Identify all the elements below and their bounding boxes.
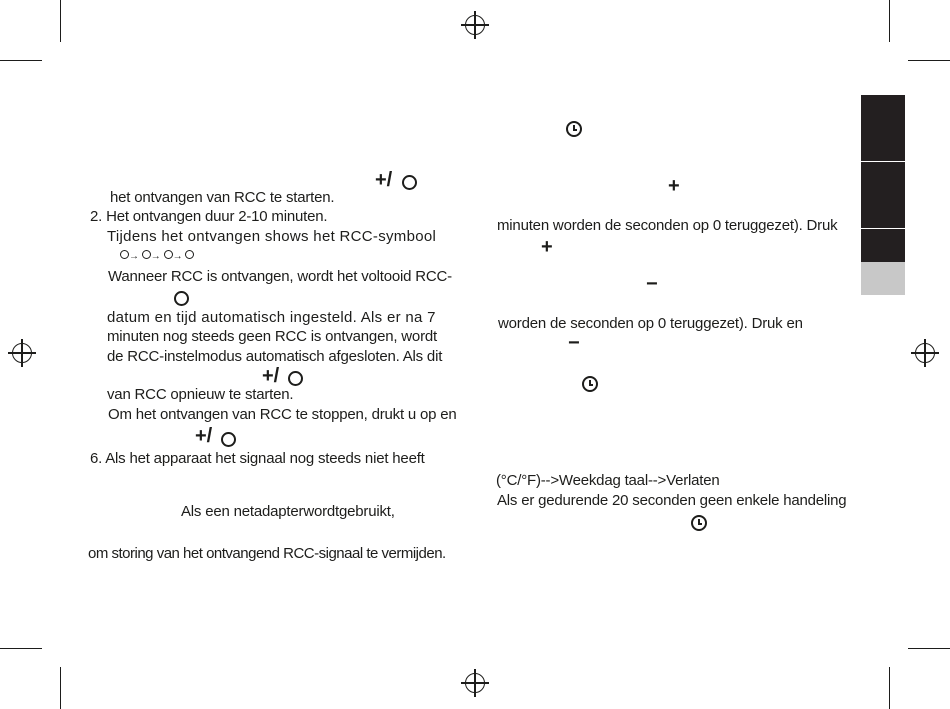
text-line: Als een netadapterwordtgebruikt, [181, 503, 395, 520]
text-line: 6. Als het apparaat het signaal nog steeds niet heeft [90, 450, 425, 467]
crop-mark [0, 648, 42, 649]
registration-mark-icon [465, 673, 485, 693]
crop-mark [908, 648, 950, 649]
registration-mark-icon [915, 343, 935, 363]
text-line: de RCC-instelmodus automatisch afgesloten. Als dit [107, 348, 443, 365]
plus-slash-label: +/ [262, 365, 280, 387]
language-tab [861, 162, 905, 228]
crop-mark [60, 667, 61, 709]
plus-icon: + [541, 236, 553, 258]
crop-mark [889, 667, 890, 709]
clock-icon [582, 376, 598, 392]
text-line: van RCC opnieuw te starten. [107, 386, 294, 403]
text-line: minuten worden de seconden op 0 teruggezet). Druk [497, 217, 838, 234]
rcc-icon [174, 291, 189, 306]
text-line: om storing van het ontvangend RCC-signaal te vermijden. [88, 545, 446, 562]
text-line: (°C/°F)-->Weekdag taal-->Verlaten [496, 472, 720, 489]
text-line: Om het ontvangen van RCC te stoppen, drukt u op en [108, 406, 457, 423]
language-tab [861, 229, 905, 262]
text-line: worden de seconden op 0 teruggezet). Druk en [498, 315, 803, 332]
minus-icon: − [568, 332, 580, 354]
language-tab [861, 95, 905, 161]
plus-slash-label: +/ [375, 169, 393, 191]
text-line: Tijdens het ontvangen shows het RCC-symbool [107, 228, 437, 245]
crop-mark [889, 0, 890, 42]
crop-mark [0, 60, 42, 61]
registration-mark-icon [465, 15, 485, 35]
crop-mark [908, 60, 950, 61]
plus-slash-label: +/ [195, 425, 213, 447]
language-tab-active [861, 262, 905, 295]
text-line: datum en tijd automatisch ingesteld. Als er na 7 [107, 309, 436, 326]
text-line: Als er gedurende 20 seconden geen enkele handeling [497, 492, 847, 509]
text-line: het ontvangen van RCC te starten. [110, 189, 335, 206]
plus-icon: + [668, 175, 680, 197]
crop-mark [60, 0, 61, 42]
rcc-icon [402, 175, 417, 190]
clock-icon [691, 515, 707, 531]
text-line: 2. Het ontvangen duur 2-10 minuten. [90, 208, 328, 225]
clock-icon [566, 121, 582, 137]
registration-mark-icon [12, 343, 32, 363]
text-line: Wanneer RCC is ontvangen, wordt het voltooid RCC- [108, 268, 452, 285]
rcc-icon [288, 371, 303, 386]
rcc-sequence-icon: → → → [120, 250, 194, 262]
rcc-icon [221, 432, 236, 447]
minus-icon: − [646, 273, 658, 295]
text-line: minuten nog steeds geen RCC is ontvangen, wordt [107, 328, 437, 345]
